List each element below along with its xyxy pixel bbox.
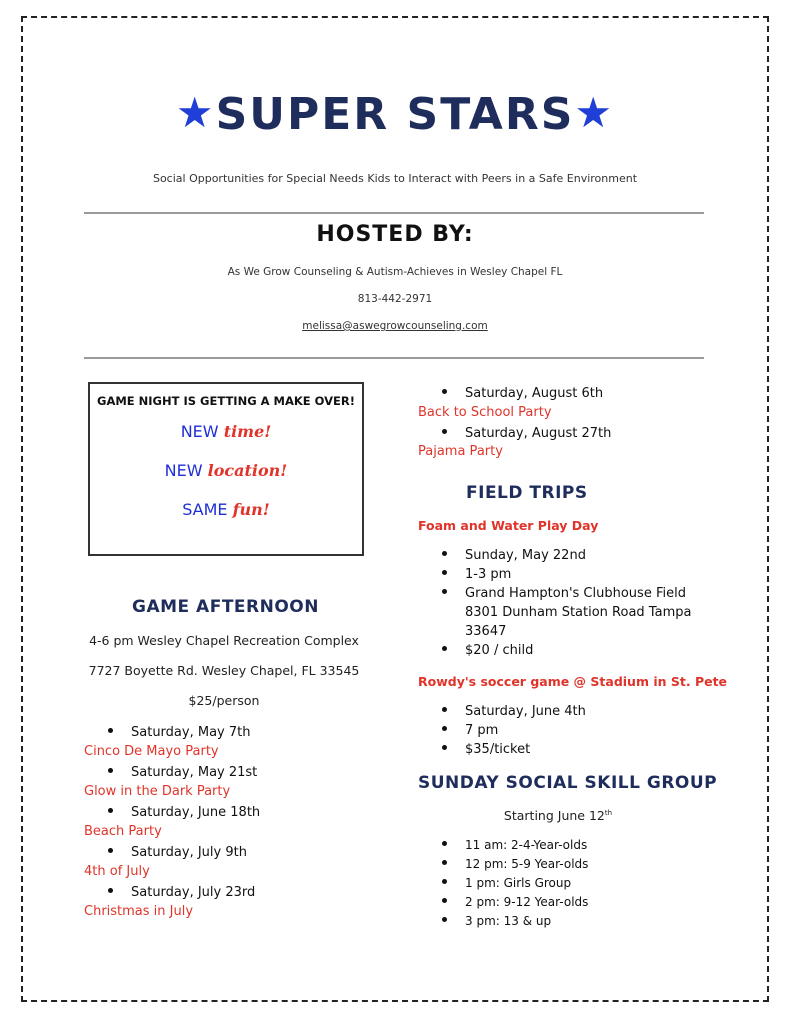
- bullet-icon: [442, 707, 447, 712]
- game-afternoon-address: 7727 Boyette Rd. Wesley Chapel, FL 33545: [88, 663, 360, 678]
- box-line-prefix: NEW: [164, 461, 208, 480]
- event-date: Saturday, May 7th: [108, 725, 250, 740]
- trip-detail: Grand Hampton's Clubhouse Field: [442, 586, 686, 601]
- bullet-icon: [442, 570, 447, 575]
- event-date: Saturday, July 23rd: [108, 885, 255, 900]
- bullet-icon: [442, 646, 447, 651]
- event-date: Saturday, August 6th: [442, 386, 603, 401]
- field-trips-title: FIELD TRIPS: [466, 483, 588, 503]
- trip-detail: 1-3 pm: [442, 567, 511, 582]
- trip-detail-continued: 33647: [465, 624, 507, 639]
- event-party: 4th of July: [84, 864, 150, 879]
- bullet-icon: [108, 768, 113, 773]
- subtitle: Social Opportunities for Special Needs Kids to Interact with Peers in a Safe Environment: [152, 172, 638, 185]
- event-party: Christmas in July: [84, 904, 194, 919]
- star-icon: ★: [175, 88, 216, 137]
- bullet-icon: [442, 551, 447, 556]
- hosted-by-heading: HOSTED BY:: [316, 222, 474, 247]
- group-time: 12 pm: 5-9 Year-olds: [442, 857, 588, 871]
- bullet-icon: [442, 726, 447, 731]
- game-night-box: [88, 382, 364, 556]
- bullet-icon: [442, 917, 447, 922]
- trip-detail: 7 pm: [442, 723, 498, 738]
- trip-detail: Sunday, May 22nd: [442, 548, 586, 563]
- box-line-word: fun!: [232, 500, 270, 519]
- bullet-icon: [442, 841, 447, 846]
- box-line-prefix: NEW: [180, 422, 224, 441]
- event-party: Pajama Party: [418, 444, 503, 459]
- event-date: Saturday, May 21st: [108, 765, 257, 780]
- bullet-icon: [442, 879, 447, 884]
- event-party: Beach Party: [84, 824, 162, 839]
- event-date: Saturday, July 9th: [108, 845, 247, 860]
- bullet-icon: [442, 429, 447, 434]
- box-line-word: time!: [223, 422, 272, 441]
- bullet-icon: [442, 589, 447, 594]
- bullet-icon: [108, 848, 113, 853]
- group-time: 2 pm: 9-12 Year-olds: [442, 895, 588, 909]
- title-text: SUPER STARS: [215, 89, 575, 140]
- bullet-icon: [108, 728, 113, 733]
- star-icon: ★: [574, 88, 615, 137]
- bullet-icon: [442, 860, 447, 865]
- trip-detail: Saturday, June 4th: [442, 704, 586, 719]
- bullet-icon: [442, 389, 447, 394]
- trip-detail: $20 / child: [442, 643, 533, 658]
- event-party: Cinco De Mayo Party: [84, 744, 219, 759]
- field-trip-name: Foam and Water Play Day: [418, 518, 599, 533]
- host-organization: As We Grow Counseling & Autism-Achieves in Wesley Chapel FL: [227, 266, 563, 278]
- event-date: Saturday, June 18th: [108, 805, 260, 820]
- field-trip-name: Rowdy's soccer game @ Stadium in St. Pete: [418, 674, 728, 689]
- trip-detail: $35/ticket: [442, 742, 530, 757]
- group-time: 11 am: 2-4-Year-olds: [442, 838, 587, 852]
- divider: [84, 212, 704, 214]
- social-skill-title: SUNDAY SOCIAL SKILL GROUP: [418, 773, 718, 793]
- box-line: [90, 500, 362, 519]
- social-skill-start: Starting June 12th: [503, 808, 613, 823]
- event-party: Glow in the Dark Party: [84, 784, 231, 799]
- game-afternoon-title: GAME AFTERNOON: [132, 597, 319, 617]
- bullet-icon: [108, 808, 113, 813]
- game-afternoon-time: 4-6 pm Wesley Chapel Recreation Complex: [89, 633, 359, 648]
- box-heading: GAME NIGHT IS GETTING A MAKE OVER!: [97, 394, 355, 408]
- box-line: [90, 422, 362, 441]
- bullet-icon: [442, 898, 447, 903]
- trip-detail-continued: 8301 Dunham Station Road Tampa: [465, 605, 692, 620]
- box-line-prefix: SAME: [182, 500, 233, 519]
- event-party: Back to School Party: [418, 405, 552, 420]
- page-title: [0, 88, 790, 140]
- box-line: [90, 461, 362, 480]
- bullet-icon: [442, 745, 447, 750]
- game-afternoon-price: $25/person: [188, 693, 260, 708]
- bullet-icon: [108, 888, 113, 893]
- event-date: Saturday, August 27th: [442, 426, 611, 441]
- host-phone: 813-442-2971: [357, 293, 433, 305]
- host-email-link[interactable]: melissa@aswegrowcounseling.com: [302, 320, 488, 332]
- box-line-word: location!: [207, 461, 288, 480]
- divider: [84, 357, 704, 359]
- group-time: 3 pm: 13 & up: [442, 914, 551, 928]
- group-time: 1 pm: Girls Group: [442, 876, 571, 890]
